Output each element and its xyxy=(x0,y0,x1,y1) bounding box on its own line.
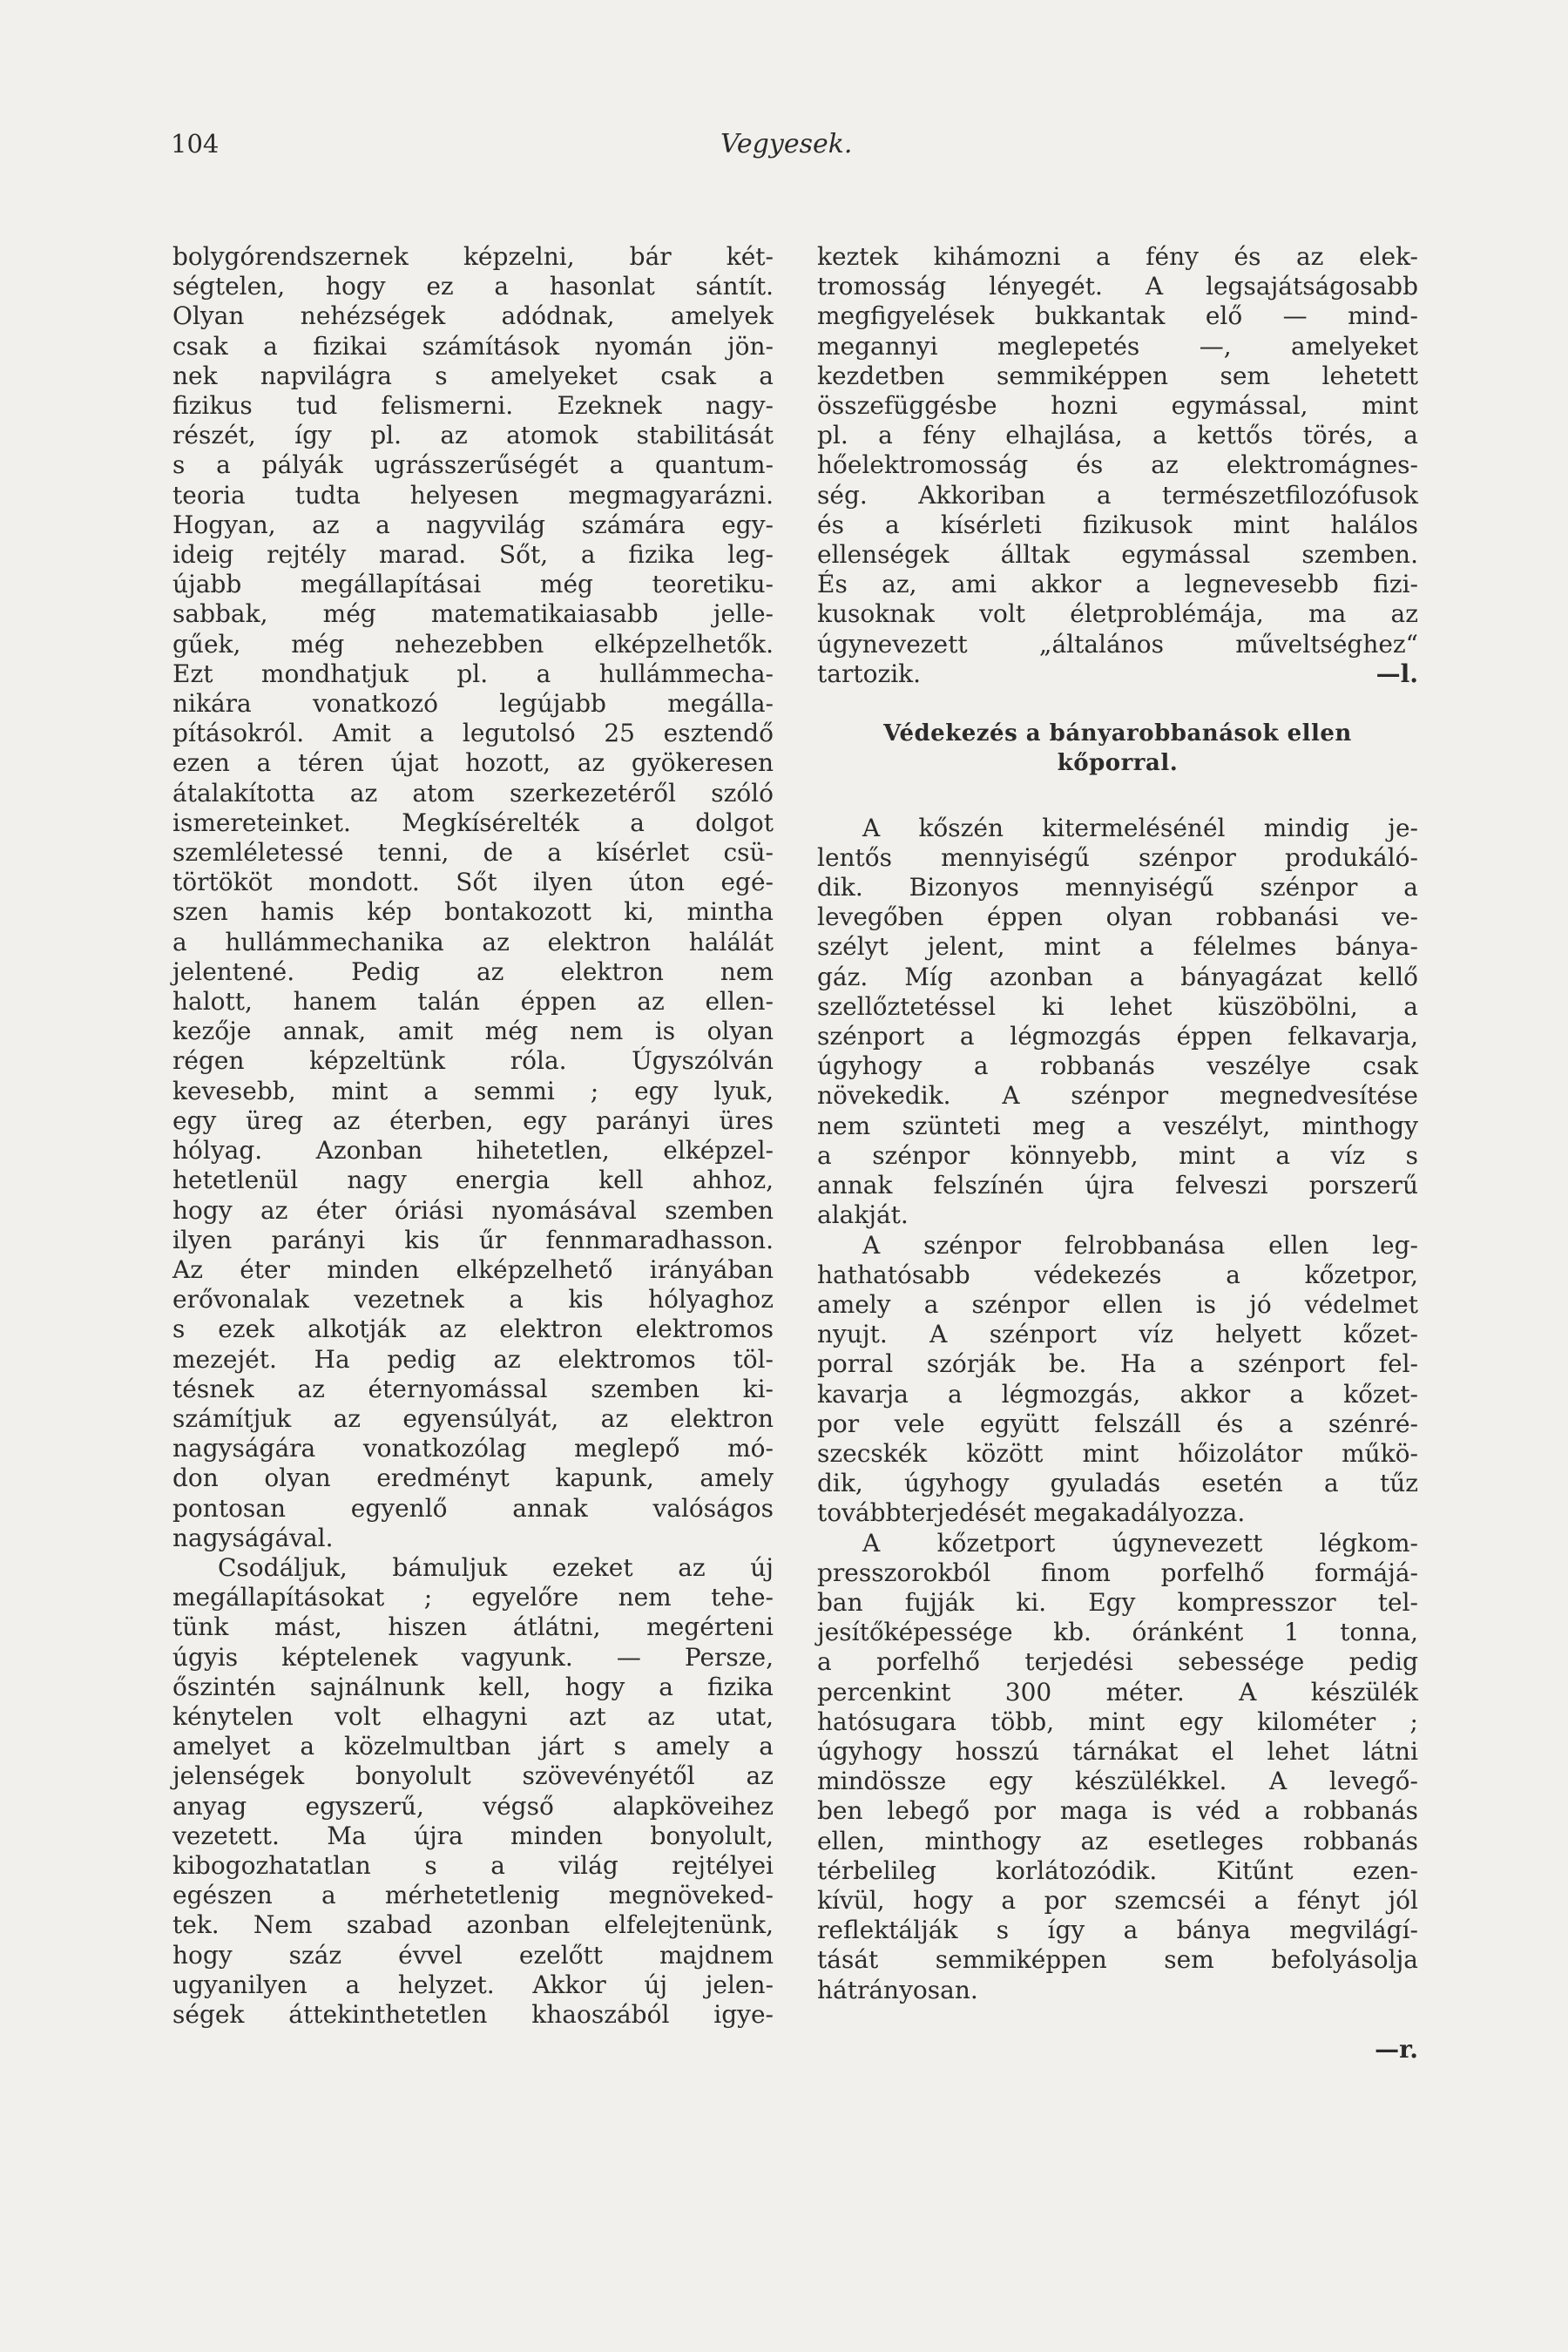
text-line: ségek áttekinthetetlen khaoszából igye- xyxy=(172,1999,774,2029)
text-line: a porfelhő terjedési sebessége pedig xyxy=(817,1647,1418,1677)
left-column xyxy=(172,242,774,2030)
text-line: pontosan egyenlő annak valóságos xyxy=(172,1493,774,1523)
right-column-continuation xyxy=(817,242,1418,689)
text-line: hogy száz évvel ezelőtt majdnem xyxy=(172,1940,774,1970)
text-line: nek napvilágra s amelyeket csak a xyxy=(172,361,774,390)
text-line: mindössze egy készülékkel. A levegő- xyxy=(817,1767,1418,1796)
text-line: levegőben éppen olyan robbanási ve- xyxy=(817,902,1418,932)
text-line: kibogozhatatlan s a világ rejtélyei xyxy=(172,1850,774,1880)
text-line: hatósugara több, mint egy kilométer ; xyxy=(817,1707,1418,1736)
text-line: kusoknak volt életproblémája, ma az xyxy=(817,599,1418,629)
text-line: részét, így pl. az atomok stabilitását xyxy=(172,421,774,450)
bottom-signature: —r. xyxy=(1375,2034,1418,2064)
text-line: ség. Akkoriban a természetfilozófusok xyxy=(817,480,1418,510)
text-line: hogy az éter óriási nyomásával szemben xyxy=(172,1195,774,1225)
text-line: továbbterjedését megakadályozza. xyxy=(817,1498,1246,1528)
text-line: tromosság lényegét. A legsajátságosabb xyxy=(817,272,1418,301)
text-line: alakját. xyxy=(817,1200,909,1230)
text-line: tünk mást, hiszen átlátni, megérteni xyxy=(172,1612,774,1642)
text-line: a hullámmechanika az elektron halálát xyxy=(172,927,774,956)
text-line: szélyt jelent, mint a félelmes bánya- xyxy=(817,932,1418,962)
text-line: por vele együtt felszáll és a szénré- xyxy=(817,1409,1418,1438)
text-line: vezetett. Ma újra minden bonyolult, xyxy=(172,1821,774,1850)
page-header xyxy=(171,129,1397,164)
text-line: presszorokból finom porfelhő formájá- xyxy=(817,1558,1418,1587)
text-line: nyujt. A szénport víz helyett kőzet- xyxy=(817,1320,1418,1349)
text-line: tását semmiképpen sem befolyásolja xyxy=(817,1945,1418,1975)
text-line: keztek kihámozni a fény és az elek- xyxy=(817,242,1418,271)
text-line: szellőztetéssel ki lehet küszöbölni, a xyxy=(817,991,1418,1021)
text-line: anyag egyszerű, végső alapköveihez xyxy=(172,1791,774,1821)
text-line: tartozik. xyxy=(817,659,922,688)
text-line: kezője annak, amit még nem is olyan xyxy=(172,1017,774,1046)
text-line: pl. a fény elhajlása, a kettős törés, a xyxy=(817,421,1418,450)
text-line: erővonalak vezetnek a kis hólyaghoz xyxy=(172,1285,774,1315)
text-line: nem szünteti meg a veszélyt, minthogy xyxy=(817,1111,1418,1140)
text-line: ugyanilyen a helyzet. Akkor új jelen- xyxy=(172,1970,774,1999)
top-signature: —l. xyxy=(1375,659,1418,689)
article-title-line: Védekezés a bányarobbanások ellen xyxy=(883,720,1352,747)
text-line: kénytelen volt elhagyni azt az utat, xyxy=(172,1701,774,1731)
text-line: ellenségek álltak egymással szemben. xyxy=(817,540,1418,570)
running-head: Vegyesek. xyxy=(720,129,853,159)
text-line: tek. Nem szabad azonban elfelejtenünk, xyxy=(172,1910,774,1940)
text-line: hólyag. Azonban hihetetlen, elképzel- xyxy=(172,1136,774,1166)
text-line: a szénpor könnyebb, mint a víz s xyxy=(817,1140,1418,1170)
text-line: A szénpor felrobbanása ellen leg- xyxy=(862,1230,1418,1260)
text-line: s a pályák ugrásszerűségét a quantum- xyxy=(172,450,774,480)
text-line: s ezek alkotják az elektron elektromos xyxy=(172,1315,774,1344)
text-line: ellen, minthogy az esetleges robbanás xyxy=(817,1826,1418,1855)
text-line: kavarja a légmozgás, akkor a kőzet- xyxy=(817,1379,1418,1409)
text-line: úgyhogy a robbanás veszélye csak xyxy=(817,1051,1418,1081)
text-line: sabbak, még matematikaiasabb jelle- xyxy=(172,599,774,629)
text-line: Az éter minden elképzelhető irányában xyxy=(172,1254,774,1284)
text-line: halott, hanem talán éppen az ellen- xyxy=(172,987,774,1017)
text-line: És az, ami akkor a legnevesebb fizi- xyxy=(817,570,1418,599)
text-line: bolygórendszernek képzelni, bár két- xyxy=(172,242,774,271)
text-line: jesítőképessége kb. óránként 1 tonna, xyxy=(817,1618,1418,1647)
text-line: átalakította az atom szerkezetéről szóló xyxy=(172,778,774,808)
text-line: térbelileg korlátozódik. Kitűnt ezen- xyxy=(817,1855,1418,1885)
text-line: pításokról. Amit a legutolsó 25 esztendő xyxy=(172,719,774,748)
article-body xyxy=(817,814,1418,2005)
text-line: és a kísérleti fizikusok mint halálos xyxy=(817,510,1418,539)
text-line: kívül, hogy a por szemcséi a fényt jól xyxy=(817,1885,1418,1915)
text-line: megfigyelések bukkantak elő — mind- xyxy=(817,301,1418,331)
text-line: kevesebb, mint a semmi ; egy lyuk, xyxy=(172,1076,774,1105)
text-line: úgyis képtelenek vagyunk. — Persze, xyxy=(172,1642,774,1672)
text-line: megannyi meglepetés —, amelyeket xyxy=(817,331,1418,361)
text-line: úgynevezett „általános műveltséghez“ xyxy=(817,629,1418,659)
text-line: szemléletessé tenni, de a kísérlet csü- xyxy=(172,838,774,868)
text-line: egészen a mérhetetlenig megnöveked- xyxy=(172,1881,774,1910)
text-line: gáz. Míg azonban a bányagázat kellő xyxy=(817,962,1418,991)
text-line: összefüggésbe hozni egymással, mint xyxy=(817,391,1418,421)
article-title-line: kőporral. xyxy=(1057,750,1179,777)
text-line: nikára vonatkozó legújabb megálla- xyxy=(172,689,774,719)
text-line: növekedik. A szénpor megnedvesítése xyxy=(817,1081,1418,1111)
text-line: szénport a légmozgás éppen felkavarja, xyxy=(817,1022,1418,1051)
text-line: amelyet a közelmultban járt s amely a xyxy=(172,1732,774,1761)
text-line: újabb megállapításai még teoretiku- xyxy=(172,570,774,599)
text-line: hathatósabb védekezés a kőzetpor, xyxy=(817,1260,1418,1289)
text-line: hetetlenül nagy energia kell ahhoz, xyxy=(172,1166,774,1195)
text-line: dik, úgyhogy gyuladás esetén a tűz xyxy=(817,1469,1418,1498)
text-line: régen képzeltünk róla. Úgyszólván xyxy=(172,1046,774,1076)
text-line: ismereteinket. Megkísérelték a dolgot xyxy=(172,808,774,837)
text-line: dik. Bizonyos mennyiségű szénpor a xyxy=(817,873,1418,902)
text-line: gűek, még nehezebben elképzelhetők. xyxy=(172,629,774,659)
text-line: reflektálják s így a bánya megvilágí- xyxy=(817,1916,1418,1945)
text-line: jelentené. Pedig az elektron nem xyxy=(172,956,774,986)
text-line: megállapításokat ; egyelőre nem tehe- xyxy=(172,1583,774,1612)
text-line: nagyságával. xyxy=(172,1523,334,1552)
text-line: fizikus tud felismerni. Ezeknek nagy- xyxy=(172,391,774,421)
text-line: egy üreg az éterben, egy parányi üres xyxy=(172,1105,774,1135)
text-line: szecskék között mint hőizolátor műkö- xyxy=(817,1438,1418,1468)
text-line: ségtelen, hogy ez a hasonlat sántít. xyxy=(172,272,774,301)
page-number: 104 xyxy=(171,129,220,159)
text-line: kezdetben semmiképpen sem lehetett xyxy=(817,361,1418,390)
text-line: mezejét. Ha pedig az elektromos töl- xyxy=(172,1344,774,1374)
text-line: tésnek az éternyomással szemben ki- xyxy=(172,1374,774,1403)
text-line: hőelektromosság és az elektromágnes- xyxy=(817,450,1418,480)
text-line: A kőzetport úgynevezett légkom- xyxy=(862,1528,1418,1558)
text-line: Ezt mondhatjuk pl. a hullámmecha- xyxy=(172,659,774,688)
right-column xyxy=(817,242,1418,2065)
text-line: lentős mennyiségű szénpor produkáló- xyxy=(817,842,1418,872)
text-line: ben lebegő por maga is véd a robbanás xyxy=(817,1796,1418,1826)
text-line: ideig rejtély marad. Sőt, a fizika leg- xyxy=(172,540,774,570)
article-title xyxy=(817,719,1418,778)
text-line: ilyen parányi kis űr fennmaradhasson. xyxy=(172,1225,774,1254)
text-line: nagyságára vonatkozólag meglepő mó- xyxy=(172,1434,774,1463)
text-line: amely a szénpor ellen is jó védelmet xyxy=(817,1289,1418,1319)
text-line: úgyhogy hosszú tárnákat el lehet látni xyxy=(817,1736,1418,1766)
text-line: A kőszén kitermelésénél mindig je- xyxy=(862,813,1418,842)
text-line: percenkint 300 méter. A készülék xyxy=(817,1677,1418,1707)
text-line: hátrányosan. xyxy=(817,1975,978,2004)
text-line: don olyan eredményt kapunk, amely xyxy=(172,1463,774,1493)
text-line: csak a fizikai számítások nyomán jön- xyxy=(172,331,774,361)
text-line: törtököt mondott. Sőt ilyen úton egé- xyxy=(172,868,774,897)
text-line: ban fujják ki. Egy kompresszor tel- xyxy=(817,1587,1418,1617)
text-line: teoria tudta helyesen megmagyarázni. xyxy=(172,480,774,510)
text-line: számítjuk az egyensúlyát, az elektron xyxy=(172,1403,774,1433)
text-line: őszintén sajnálnunk kell, hogy a fizika xyxy=(172,1672,774,1701)
text-line: Hogyan, az a nagyvilág számára egy- xyxy=(172,510,774,539)
text-line: Olyan nehézségek adódnak, amelyek xyxy=(172,301,774,331)
text-line: jelenségek bonyolult szövevényétől az xyxy=(172,1761,774,1791)
text-line: annak felszínén újra felveszi porszerű xyxy=(817,1171,1418,1200)
text-line: szen hamis kép bontakozott ki, mintha xyxy=(172,897,774,927)
text-line: ezen a téren újat hozott, az gyökeresen xyxy=(172,748,774,778)
text-line: Csodáljuk, bámuljuk ezeket az új xyxy=(218,1552,774,1582)
text-line: porral szórják be. Ha a szénport fel- xyxy=(817,1349,1418,1379)
